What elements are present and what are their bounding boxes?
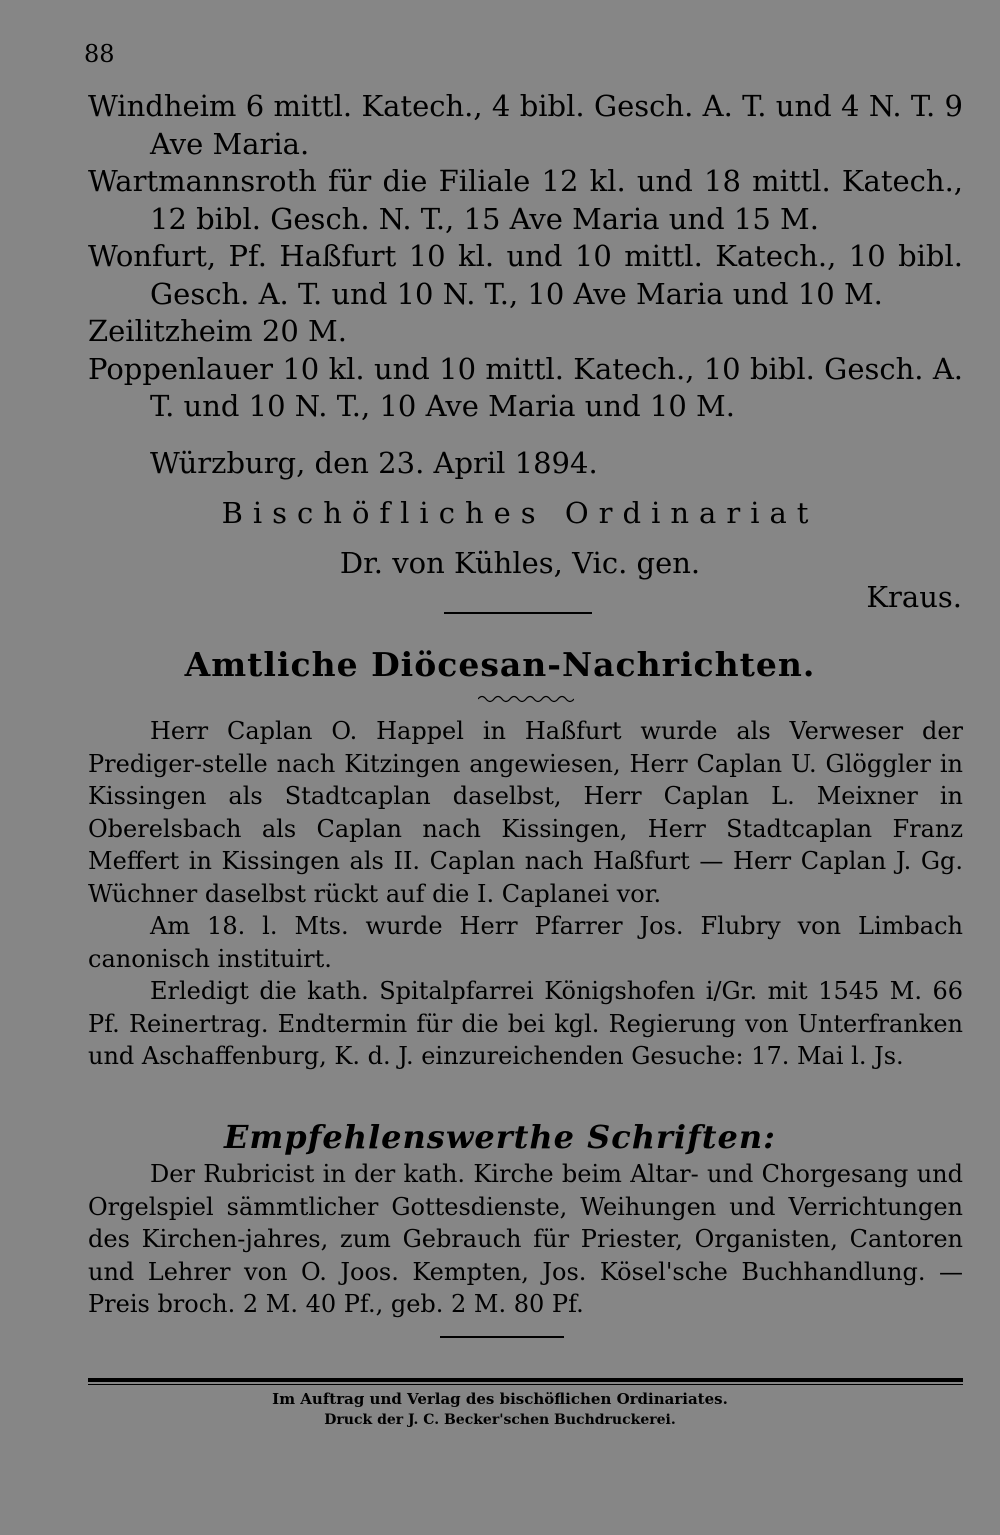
list-item: Windheim 6 mittl. Katech., 4 bibl. Gesch. A. T. und 4 N. T. 9 Ave Maria. — [88, 89, 963, 161]
recommend-paragraph: Der Rubricist in der kath. Kirche beim Altar- und Chorgesang und Orgelspiel sämmtlicher Gottesdienste, Weihungen und Verrichtungen des Kirchen-jahres, zum Gebrauch für Priester, Organisten, Cantoren und Lehrer von O. Joos. Kempten, Jos. Kösel'sche Buchhandlung. — Preis broch. 2 M. 40 Pf., geb. 2 M. 80 Pf. — [88, 1160, 963, 1318]
news-section — [88, 715, 963, 1073]
imprint-publisher: Im Auftrag und Verlag des bischöflichen Ordinariates. — [272, 1390, 728, 1408]
ornament-squiggle — [478, 694, 574, 704]
date-line: Würzburg, den 23. April 1894. — [150, 446, 598, 480]
news-paragraph: Erledigt die kath. Spitalpfarrei Königshofen i/Gr. mit 1545 M. 66 Pf. Reinertrag. Endtermin für die bei kgl. Regierung von Unterfranken und Aschaffenburg, K. d. J. einzureichenden Gesuche: 17. Mai l. Js. — [88, 977, 963, 1070]
list-item: Poppenlauer 10 kl. und 10 mittl. Katech., 10 bibl. Gesch. A. T. und 10 N. T., 10 Ave Maria und 10 M. — [88, 351, 963, 423]
page-number: 88 — [84, 40, 115, 68]
secretary-signature: Kraus. — [866, 580, 962, 614]
section-title: Amtliche Diöcesan-Nachrichten. — [184, 645, 816, 684]
vicar-signature: Dr. von Kühles, Vic. gen. — [339, 546, 701, 580]
list-item: Wartmannsroth für die Filiale 12 kl. und 18 mittl. Katech., 12 bibl. Gesch. N. T., 15 Ave Maria und 15 M. — [88, 164, 963, 236]
news-paragraph: Herr Caplan O. Happel in Haßfurt wurde als Verweser der Prediger-stelle nach Kitzingen angewiesen, Herr Caplan U. Glöggler in Kissingen als Stadtcaplan daselbst, Herr Caplan L. Meixner in Oberelsbach als Caplan nach Kissingen, Herr Stadtcaplan Franz Meffert in Kissingen als II. Caplan nach Haßfurt — Herr Caplan J. Gg. Wüchner daselbst rückt auf die I. Caplanei vor. — [88, 717, 963, 908]
list-item: Zeilitzheim 20 M. — [88, 314, 347, 348]
news-paragraph: Am 18. l. Mts. wurde Herr Pfarrer Jos. Flubry von Limbach canonisch instituirt. — [88, 912, 963, 973]
section-end-rule — [440, 1336, 564, 1338]
imprint-printer: Druck der J. C. Becker'schen Buchdruckerei. — [324, 1412, 676, 1428]
distribution-list — [88, 88, 963, 426]
recommend-section — [88, 1158, 963, 1321]
footer-rule-thick — [88, 1378, 963, 1382]
list-item: Wonfurt, Pf. Haßfurt 10 kl. und 10 mittl. Katech., 10 bibl. Gesch. A. T. und 10 N. T., 10 Ave Maria und 10 M. — [88, 239, 963, 311]
ordinariat-signature: Bischöfliches Ordinariat — [221, 496, 819, 530]
signature-rule — [444, 612, 592, 614]
recommend-title: Empfehlenswerthe Schriften: — [224, 1118, 776, 1156]
footer-rule-thin — [88, 1384, 963, 1385]
